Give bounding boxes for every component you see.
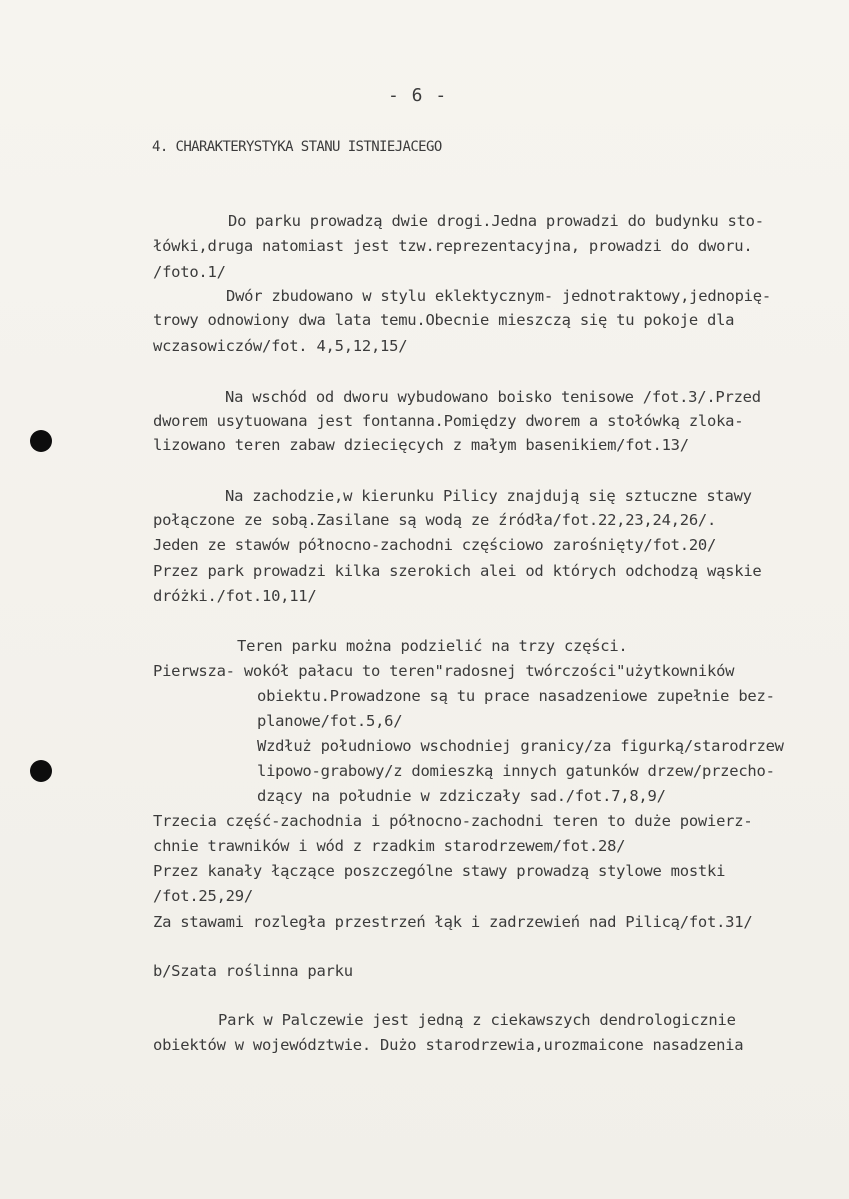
text-line: połączone ze sobą.Zasilane są wodą ze źródła/fot.22,23,24,26/.: [153, 511, 717, 529]
text-line: Na zachodzie,w kierunku Pilicy znajdują się sztuczne stawy: [225, 487, 752, 505]
text-line: Za stawami rozległa przestrzeń łąk i zadrzewień nad Pilicą/fot.31/: [153, 913, 753, 931]
text-line: łówki,druga natomiast jest tzw.reprezentacyjna, prowadzi do dworu.: [153, 237, 753, 255]
text-line: dworem usytuowana jest fontanna.Pomiędzy dworem a stołówką zloka-: [153, 412, 744, 430]
section-heading: 4. CHARAKTERYSTYKA STANU ISTNIEJACEGO: [152, 139, 442, 155]
text-line: Wzdłuż południowo wschodniej granicy/za figurką/starodrzew: [257, 737, 784, 755]
text-line: dróżki./fot.10,11/: [153, 587, 317, 605]
text-line: Pierwsza- wokół pałacu to teren"radosnej twórczości"użytkowników: [153, 662, 735, 680]
text-line: Dwór zbudowano w stylu eklektycznym- jednotraktowy,jednopię-: [226, 287, 771, 305]
text-line: planowe/fot.5,6/: [257, 712, 403, 730]
punch-hole: [30, 430, 52, 452]
subheading: b/Szata roślinna parku: [153, 962, 353, 980]
text-line: obiektu.Prowadzone są tu prace nasadzeniowe zupełnie bez-: [257, 687, 775, 705]
text-line: Teren parku można podzielić na trzy części.: [237, 637, 628, 655]
text-line: lizowano teren zabaw dziecięcych z małym basenikiem/fot.13/: [153, 436, 689, 454]
text-line: trowy odnowiony dwa lata temu.Obecnie mieszczą się tu pokoje dla: [153, 311, 735, 329]
text-line: Do parku prowadzą dwie drogi.Jedna prowadzi do budynku sto-: [228, 212, 764, 230]
text-line: lipowo-grabowy/z domieszką innych gatunków drzew/przecho-: [257, 762, 775, 780]
page-number: - 6 -: [388, 85, 448, 106]
text-line: obiektów w województwie. Dużo starodrzewia,urozmaicone nasadzenia: [153, 1036, 744, 1054]
text-line: dzący na południe w zdziczały sad./fot.7,8,9/: [257, 787, 666, 805]
text-line: Na wschód od dworu wybudowano boisko tenisowe /fot.3/.Przed: [225, 388, 761, 406]
text-line: Trzecia część-zachodnia i północno-zachodni teren to duże powierz-: [153, 812, 753, 830]
text-line: /fot.25,29/: [153, 887, 253, 905]
text-line: Przez park prowadzi kilka szerokich alei od których odchodzą wąskie: [153, 562, 762, 580]
punch-hole: [30, 760, 52, 782]
text-line: /foto.1/: [153, 263, 226, 281]
text-line: Jeden ze stawów północno-zachodni częściowo zarośnięty/fot.20/: [153, 536, 717, 554]
text-line: Park w Palczewie jest jedną z ciekawszych dendrologicznie: [218, 1011, 736, 1029]
text-line: wczasowiczów/fot. 4,5,12,15/: [153, 337, 408, 355]
text-line: chnie trawników i wód z rzadkim starodrzewem/fot.28/: [153, 837, 626, 855]
text-line: Przez kanały łączące poszczególne stawy prowadzą stylowe mostki: [153, 862, 726, 880]
